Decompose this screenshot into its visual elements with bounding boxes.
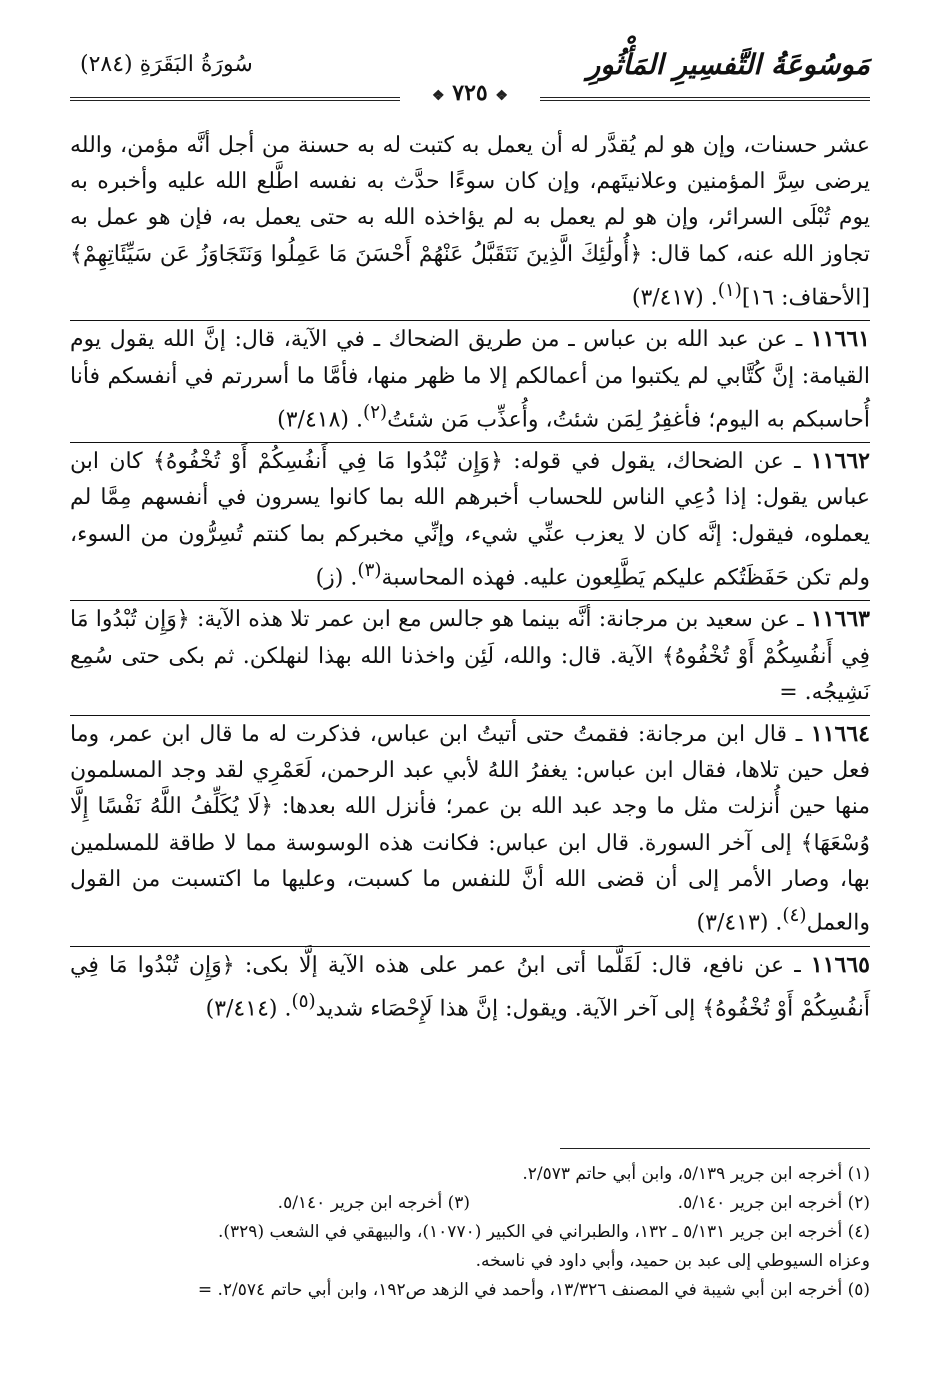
paragraph-text: ـ قال ابن مرجانة: فقمتُ حتى أتيتُ ابن عباس، فذكرت له ما قال ابن عمر، وما فعل حين تلاها، فقال ابن عباس: يغفرُ اللهُ لأبي عبد الرحمن، لَعَمْرِي لقد وجد المسلمون منها حين أُنزلت مثل ما وجد عبد الله بن عمر؛ فأنزل الله بعدها: ﴿لَا يُكَلِّفُ اللَّهُ نَفْسًا إِلَّا وُسْعَهَا﴾ إلى آخر السورة. قال ابن عباس: فكانت هذه الوسوسة مما لا طاقة للمسلمين بها، وصار الأمر إلى أن قضى الله أنَّ للنفس ما كسبت، وعليها ما اكتسبت من القول والعمل	[70, 722, 870, 936]
paragraph	[70, 321, 870, 438]
page-number: ٧٢٥	[452, 80, 488, 106]
paragraph	[70, 443, 870, 596]
footnote-marker: (٢)	[362, 401, 388, 423]
footnote-1: (١) أخرجه ابن جرير ٥/١٣٩، وابن أبي حاتم ٢/٥٧٣.	[522, 1164, 870, 1184]
footnote-marker: (٤)	[782, 905, 807, 927]
hadith-number: ١١٦٦٣	[810, 606, 870, 633]
paragraph	[70, 947, 870, 1028]
volume-ref: . (٣/٤١٣)	[696, 910, 783, 936]
paragraph-text: ـ عن عبد الله بن عباس ـ من طريق الضحاك ـ في الآية، قال: إنَّ الله يقول يوم القيامة: إنَّ كُتَّابي لم يكتبوا من أعمالكم إلا ما ظهر منها، فأمَّا ما أسررتم في أنفسكم فأنا أُحاسبكم به اليوم؛ فأغفِرُ لِمَن شئتُ، وأُعذِّب مَن شئتُ	[70, 327, 870, 433]
volume-ref: . (٣/٤١٨)	[277, 407, 363, 433]
paragraph-text: ـ عن سعيد بن مرجانة: أنَّه بينما هو جالس مع ابن عمر تلا هذه الآية: ﴿وَإِن تُبْدُوا مَا فِي أَنفُسِكُمْ أَوْ تُخْفُوهُ﴾ الآية. قال: والله، لَئِن واخذنا الله بهذا لنهلكن. ثم بكى حتى سُمِع نَشِيجُه. =	[70, 607, 870, 705]
volume-ref: . (٣/٤١٤)	[205, 996, 292, 1022]
footnote-5: (٥) أخرجه ابن أبي شيبة في المصنف ١٣/٣٢٦، وأحمد في الزهد ص١٩٢، وابن أبي حاتم ٢/٥٧٤. =	[197, 1280, 870, 1300]
volume-ref: . (ز)	[315, 565, 358, 591]
paragraph	[70, 716, 870, 942]
page-header	[70, 42, 870, 112]
page-number-block	[70, 80, 870, 106]
hadith-number: ١١٦٦١	[810, 326, 870, 353]
footnote-marker: (٣)	[357, 559, 382, 581]
main-text	[70, 128, 870, 1027]
volume-ref: . (٣/٤١٧)	[631, 285, 718, 311]
footnote-4: (٤) أخرجه ابن جرير ٥/١٣١ ـ ١٣٢، والطبراني في الكبير (١٠٧٧٠)، والبيهقي في الشعب (٣٢٩).	[217, 1222, 870, 1242]
footnote-marker: (٥)	[291, 990, 316, 1012]
book-title: مَوسُوعَةُ التَّفسِيرِ المَأْثُورِ	[586, 48, 870, 81]
paragraph-text: ـ عن نافع، قال: لَقَلَّما أتى ابنُ عمر على هذه الآية إلَّا بكى: ﴿وَإِن تُبْدُوا مَا فِي أَنفُسِكُمْ أَوْ تُخْفُوهُ﴾ إلى آخر الآية. ويقول: إنَّ هذا لَإِحْصَاء شديد	[70, 952, 870, 1022]
footnote-marker: (١)	[717, 279, 742, 301]
surah-label: سُورَةُ البَقَرَةِ (٢٨٤)	[80, 52, 253, 77]
paragraph-text: عشر حسنات، وإن هو لم يُقدَّر له أن يعمل به كتبت له به حسنة من أجل أنَّه مؤمن، والله يرضى سِرَّ المؤمنين وعلانيتَهم، وإن كان سوءًا حدَّث به نفسه اطَّلع الله عليه وأخبره به يوم تُبْلَى السرائر، وإن هو لم يعمل به لم يؤاخذه الله به حتى يعمل به، فإن هو عمل به تجاوز الله عنه، كما قال: ﴿أُولَٰئِكَ الَّذِينَ نَتَقَبَّلُ عَنْهُمْ أَحْسَنَ مَا عَمِلُوا وَنَتَجَاوَزُ عَن سَيِّئَاتِهِمْ﴾ [الأحقاف: ١٦]	[70, 133, 870, 311]
footnote-rule	[560, 1148, 870, 1149]
footnote-row	[70, 1189, 870, 1218]
hadith-number: ١١٦٦٥	[810, 951, 870, 978]
paragraph	[70, 128, 870, 316]
footnote-4-continued: وعزاه السيوطي إلى عبد بن حميد، وأبي داود في ناسخه.	[475, 1251, 870, 1271]
hadith-number: ١١٦٦٤	[810, 721, 870, 748]
footnote-2: (٢) أخرجه ابن جرير ٥/١٤٠.	[677, 1193, 870, 1213]
footnotes	[70, 1160, 870, 1305]
hadith-number: ١١٦٦٢	[810, 448, 870, 475]
ornament-icon: ❖	[495, 88, 508, 104]
paragraph-text: ـ عن الضحاك، يقول في قوله: ﴿وَإِن تُبْدُوا مَا فِي أَنفُسِكُمْ أَوْ تُخْفُوهُ﴾ كان ابن عباس يقول: إذا دُعِي الناس للحساب أخبرهم الله بما كانوا يسرون في أنفسهم مِمَّا لم يعملوه، فيقول: إنَّه كان لا يعزب عنِّي شيء، وإنِّي مخبركم بما كنتم تُسِرُّون من السوء، ولم تكن حَفَظَتُكم عليكم يَطَّلِعون عليه. فهذه المحاسبة	[70, 449, 870, 591]
footnote-3: (٣) أخرجه ابن جرير ٥/١٤٠.	[277, 1193, 470, 1213]
paragraph	[70, 601, 870, 711]
ornament-icon: ❖	[432, 88, 445, 104]
